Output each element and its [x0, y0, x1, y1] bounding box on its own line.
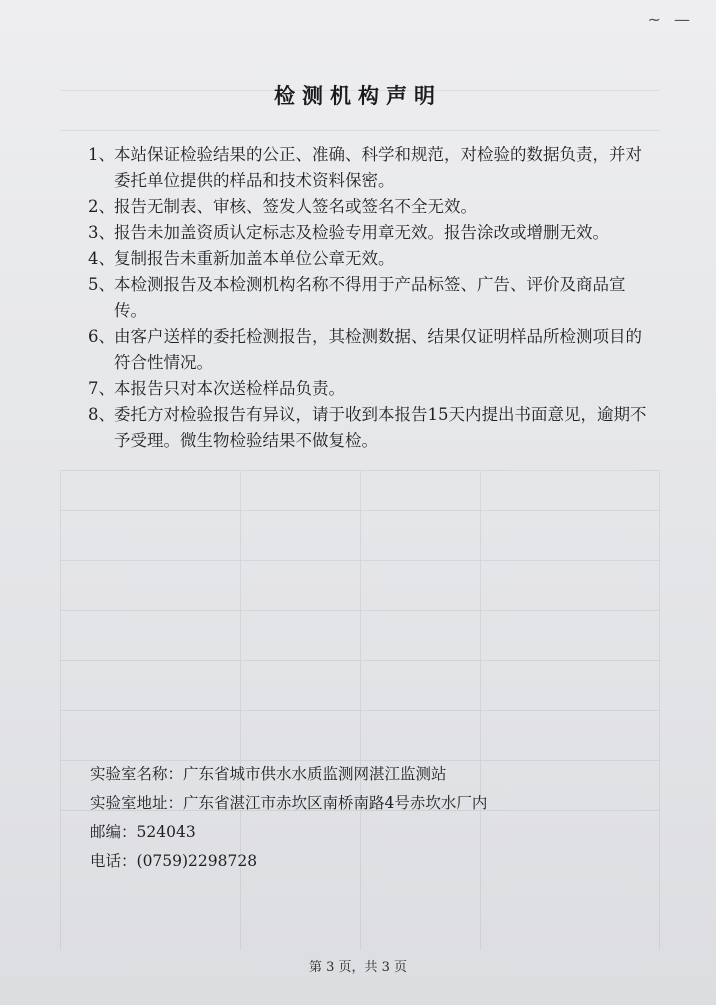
item-number: 8、: [88, 405, 115, 424]
corner-mark: ~ —: [647, 10, 694, 29]
statement-item-1: [88, 142, 648, 194]
item-text: 报告未加盖资质认定标志及检验专用章无效。报告涂改或增删无效。: [114, 223, 609, 242]
item-text: 由客户送样的委托检测报告，其检测数据、结果仅证明样品所检测项目的符合性情况。: [114, 327, 642, 372]
lab-address-value: 广东省湛江市赤坎区南桥南路4号赤坎水厂内: [183, 794, 488, 812]
item-text: 本检测报告及本检测机构名称不得用于产品标签、广告、评价及商品宣传。: [114, 275, 626, 320]
item-text: 委托方对检验报告有异议，请于收到本报告15天内提出书面意见，逾期不予受理。微生物检验结果不做复检。: [114, 405, 647, 450]
statement-list: [88, 142, 648, 454]
statement-item-3: [88, 220, 648, 246]
postcode-line: [90, 818, 650, 847]
item-number: 2、: [88, 197, 115, 216]
statement-item-4: [88, 246, 648, 272]
statement-item-6: [88, 324, 648, 376]
item-number: 5、: [88, 275, 115, 294]
statement-item-7: [88, 376, 648, 402]
statement-item-2: [88, 194, 648, 220]
phone-label: 电话：: [90, 852, 137, 870]
lab-address-label: 实验室地址：: [90, 794, 184, 812]
item-number: 1、: [88, 145, 115, 164]
item-number: 3、: [88, 223, 115, 242]
statement-item-5: [88, 272, 648, 324]
item-text: 报告无制表、审核、签发人签名或签名不全无效。: [114, 197, 477, 216]
item-number: 7、: [88, 379, 115, 398]
item-text: 复制报告未重新加盖本单位公章无效。: [114, 249, 395, 268]
item-number: 4、: [88, 249, 115, 268]
postcode-value: 524043: [136, 823, 196, 841]
phone-line: [90, 847, 650, 876]
lab-name-line: [90, 760, 650, 789]
lab-info: [90, 760, 650, 876]
postcode-label: 邮编：: [90, 823, 137, 841]
lab-name-value: 广东省城市供水水质监测网湛江监测站: [183, 765, 447, 783]
item-number: 6、: [88, 327, 115, 346]
item-text: 本报告只对本次送检样品负责。: [114, 379, 345, 398]
page-number: 第 3 页，共 3 页: [308, 960, 408, 975]
phone-value: (0759)2298728: [136, 852, 258, 870]
item-text: 本站保证检验结果的公正、准确、科学和规范，对检验的数据负责，并对委托单位提供的样品和技术资料保密。: [114, 145, 642, 190]
page-title: 检测机构声明: [274, 84, 442, 108]
statement-item-8: [88, 402, 648, 454]
lab-address-line: [90, 789, 650, 818]
lab-name-label: 实验室名称：: [90, 765, 184, 783]
